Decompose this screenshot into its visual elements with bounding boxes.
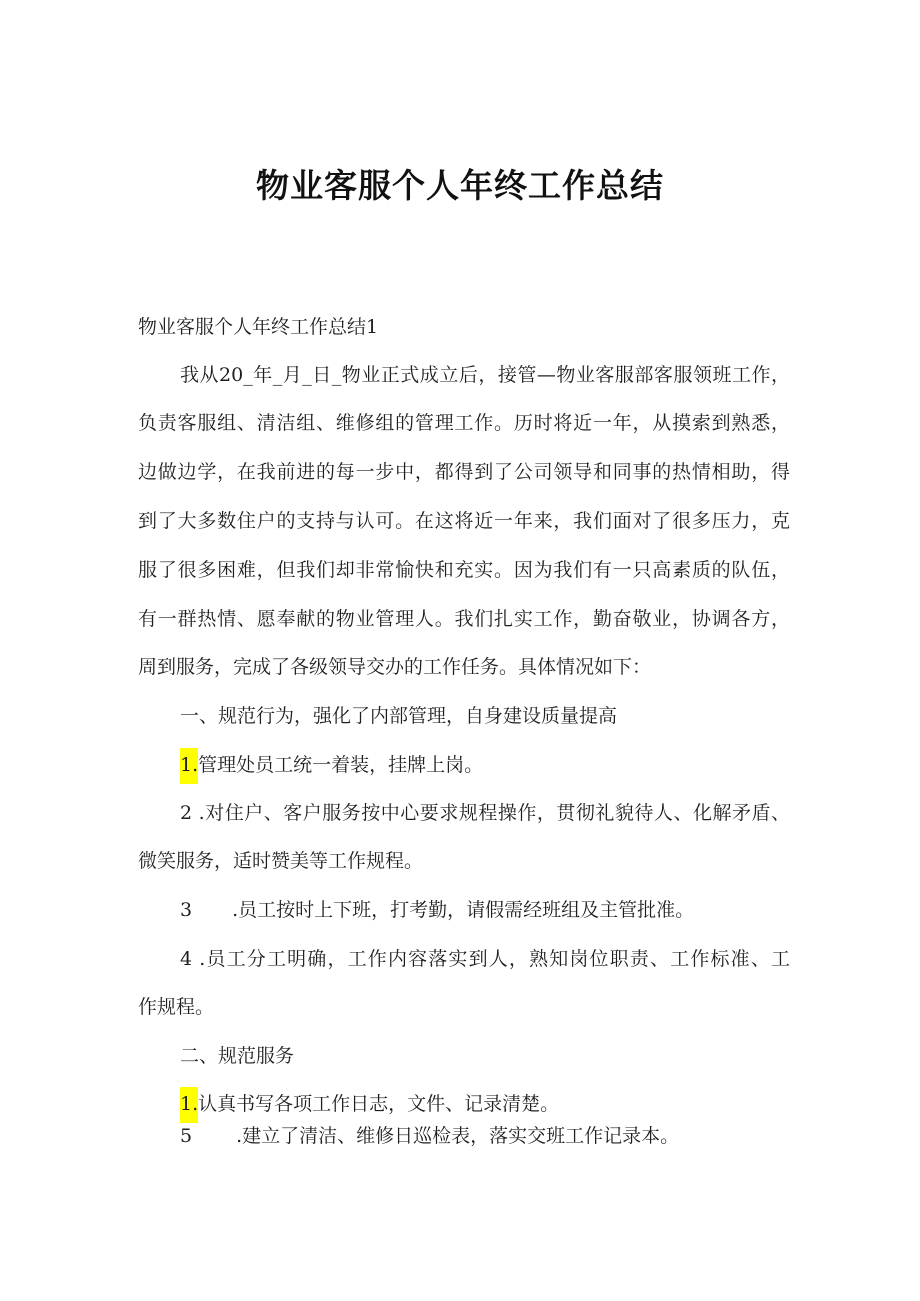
- section-subtitle: 物业客服个人年终工作总结1: [138, 316, 379, 338]
- section1-heading: 一、规范行为，强化了内部管理，自身建设质量提高: [180, 705, 618, 727]
- section2-heading: 二、规范服务: [180, 1045, 295, 1067]
- paragraph1-line3: 边做边学，在我前进的每一步中，都得到了公司领导和同事的热情相助，得: [138, 461, 790, 483]
- section1-item1-text: 管理处员工统一着装，挂牌上岗。: [198, 754, 484, 776]
- section1-item4-line1: 4 .员工分工明确，工作内容落实到人，熟知岗位职责、工作标准、工: [180, 948, 790, 970]
- section1-item2-line2: 微笑服务，适时赞美等工作规程。: [138, 850, 424, 872]
- section2-item5-number: 5: [180, 1125, 193, 1147]
- section1-item2-line1: 2 .对住户、客户服务按中心要求规程操作，贯彻礼貌待人、化解矛盾、: [180, 802, 790, 824]
- section1-item3: [180, 897, 694, 923]
- section2-item1: [180, 1087, 559, 1123]
- section2-item1-text: 认真书写各项工作日志，文件、记录清楚。: [198, 1093, 560, 1115]
- section1-item1: [180, 748, 483, 784]
- paragraph1-line2: 负责客服组、清洁组、维修组的管理工作。历时将近一年，从摸索到熟悉，: [138, 412, 790, 434]
- paragraph1-line7: 周到服务，完成了各级领导交办的工作任务。具体情况如下：: [138, 656, 652, 678]
- paragraph1-line1: 我从20_年_月_日_物业正式成立后，接管—物业客服部客服领班工作，: [180, 364, 790, 386]
- section2-item5: [180, 1123, 679, 1149]
- paragraph1-line5: 服了很多困难，但我们却非常愉快和充实。因为我们有一只高素质的队伍，: [138, 559, 790, 581]
- section1-item4-line2: 作规程。: [138, 996, 215, 1018]
- section1-item3-text: .员工按时上下班，打考勤，请假需经班组及主管批准。: [232, 899, 695, 921]
- document-title: 物业客服个人年终工作总结: [256, 166, 664, 205]
- highlighted-number: 1.: [180, 1087, 198, 1123]
- paragraph1-line6: 有一群热情、愿奉献的物业管理人。我们扎实工作，勤奋敬业，协调各方，: [138, 608, 790, 630]
- highlighted-number: 1.: [180, 748, 198, 784]
- section1-item3-number: 3: [180, 899, 193, 921]
- section2-item5-text: .建立了清洁、维修日巡检表，落实交班工作记录本。: [236, 1125, 680, 1147]
- paragraph1-line4: 到了大多数住户的支持与认可。在这将近一年来，我们面对了很多压力，克: [138, 510, 790, 532]
